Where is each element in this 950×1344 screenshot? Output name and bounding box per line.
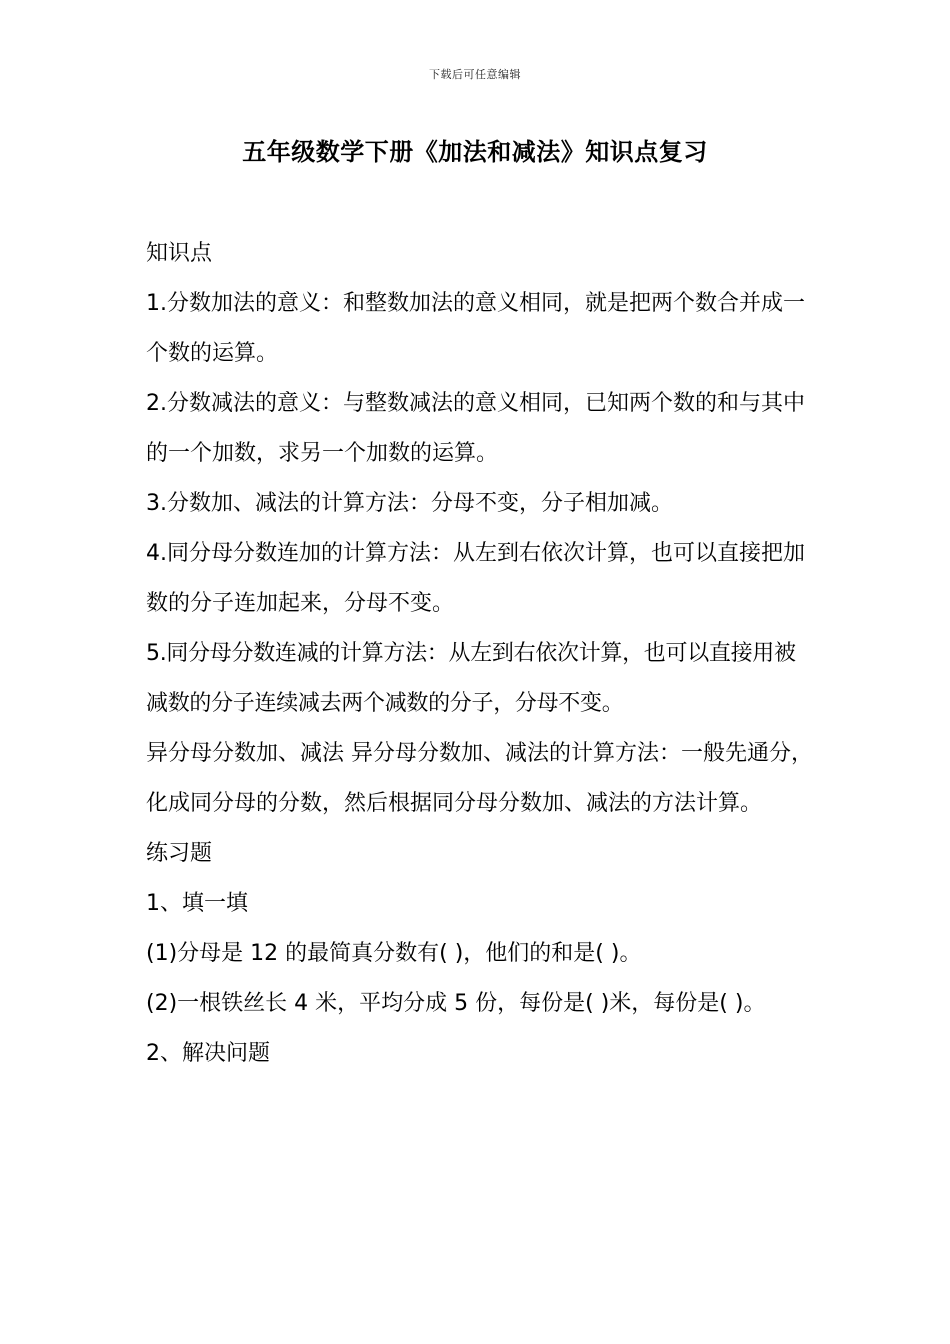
knowledge-point-2: 2.分数减法的意义：与整数减法的意义相同，已知两个数的和与其中的一个加数，求另一个加数的运算。 — [146, 391, 805, 466]
header-note: 下载后可任意编辑 — [429, 68, 521, 81]
exercise-1-question-2: (2)一根铁丝长 4 米，平均分成 5 份，每份是( )米，每份是( )。 — [146, 991, 766, 1016]
section-heading-exercises: 练习题 — [146, 841, 213, 866]
knowledge-point-5: 5.同分母分数连减的计算方法：从左到右依次计算，也可以直接用被减数的分子连续减去两个减数的分子，分母不变。 — [146, 641, 796, 716]
knowledge-point-1: 1.分数加法的意义：和整数加法的意义相同，就是把两个数合并成一个数的运算。 — [146, 291, 805, 366]
section-heading-knowledge: 知识点 — [146, 241, 213, 266]
document-title: 五年级数学下册《加法和减法》知识点复习 — [242, 138, 708, 166]
knowledge-point-3: 3.分数加、减法的计算方法：分母不变，分子相加减。 — [146, 491, 673, 516]
knowledge-point-unlike-denominators: 异分母分数加、减法 异分母分数加、减法的计算方法：一般先通分，化成同分母的分数，然后根据同分母分数加、减法的方法计算。 — [146, 741, 813, 816]
exercise-2-heading: 2、解决问题 — [146, 1041, 270, 1066]
exercise-1-question-1: (1)分母是 12 的最简真分数有( )，他们的和是( )。 — [146, 941, 642, 966]
knowledge-point-4: 4.同分母分数连加的计算方法：从左到右依次计算，也可以直接把加数的分子连加起来，分母不变。 — [146, 541, 805, 616]
exercise-1-heading: 1、填一填 — [146, 891, 248, 916]
document-body — [146, 229, 814, 1079]
